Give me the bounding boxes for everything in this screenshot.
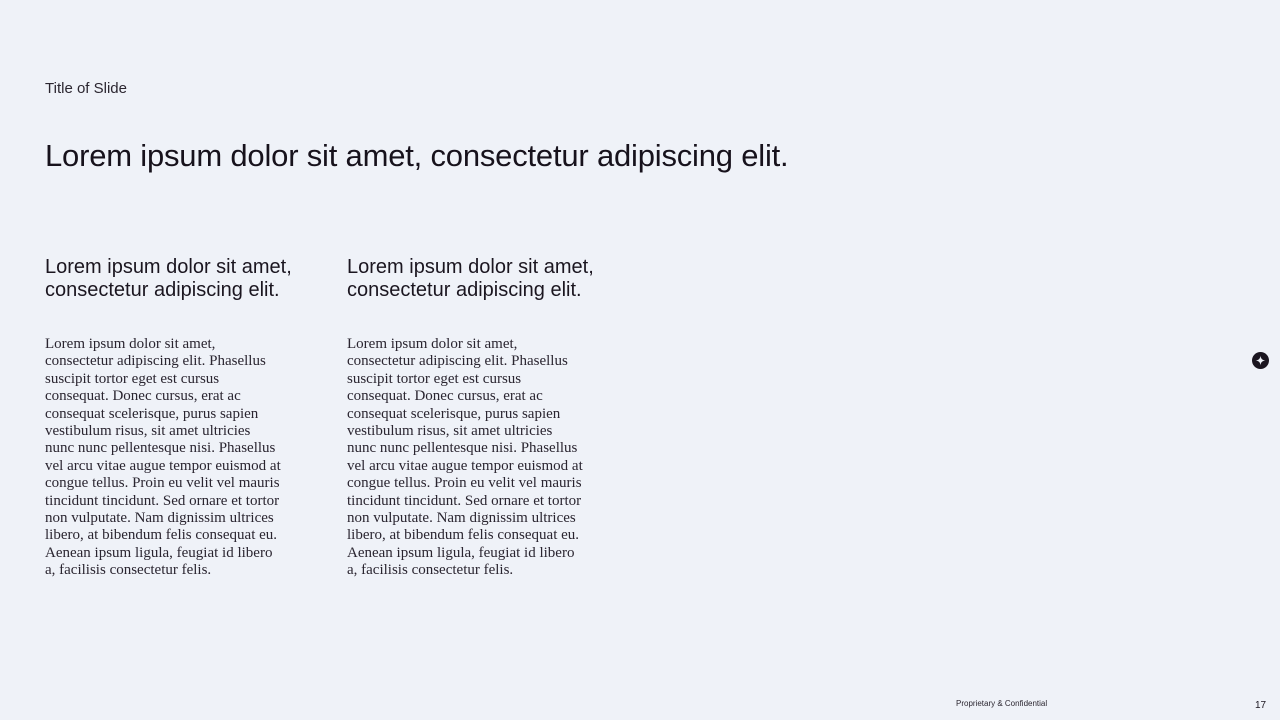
column-heading: Lorem ipsum dolor sit amet, consectetur adipiscing elit. [347, 256, 594, 301]
column-body-text: Lorem ipsum dolor sit amet, consectetur adipiscing elit. Phasellus suscipit tortor eget est cursus consequat. Donec cursus, erat ac consequat scelerisque, purus sapien vestibulum risus, sit amet ultricies nunc nunc pellentesque nisi. Phasellus vel arcu vitae augue tempor euismod at congue tellus. Proin eu velit vel mauris tincidunt tincidunt. Sed ornare et tortor non vulputate. Nam dignissim ultrices libero, at bibendum felis consequat eu. Aenean ipsum ligula, feugiat id libero a, facilisis consectetur felis. [347, 336, 583, 579]
text-column-right [347, 256, 637, 579]
column-heading: Lorem ipsum dolor sit amet, consectetur adipiscing elit. [45, 256, 292, 301]
column-body-text: Lorem ipsum dolor sit amet, consectetur adipiscing elit. Phasellus suscipit tortor eget est cursus consequat. Donec cursus, erat ac consequat scelerisque, purus sapien vestibulum risus, sit amet ultricies nunc nunc pellentesque nisi. Phasellus vel arcu vitae augue tempor euismod at congue tellus. Proin eu velit vel mauris tincidunt tincidunt. Sed ornare et tortor non vulputate. Nam dignissim ultrices libero, at bibendum felis consequat eu. Aenean ipsum ligula, feugiat id libero a, facilisis consectetur felis. [45, 336, 281, 579]
slide-label: Title of Slide [45, 80, 127, 97]
page-number: 17 [1255, 700, 1267, 711]
confidentiality-notice: Proprietary & Confidential [956, 699, 1048, 708]
sparkle-badge-icon [1252, 352, 1269, 369]
text-column-left [45, 256, 335, 579]
slide-headline: Lorem ipsum dolor sit amet, consectetur adipiscing elit. [45, 138, 789, 173]
